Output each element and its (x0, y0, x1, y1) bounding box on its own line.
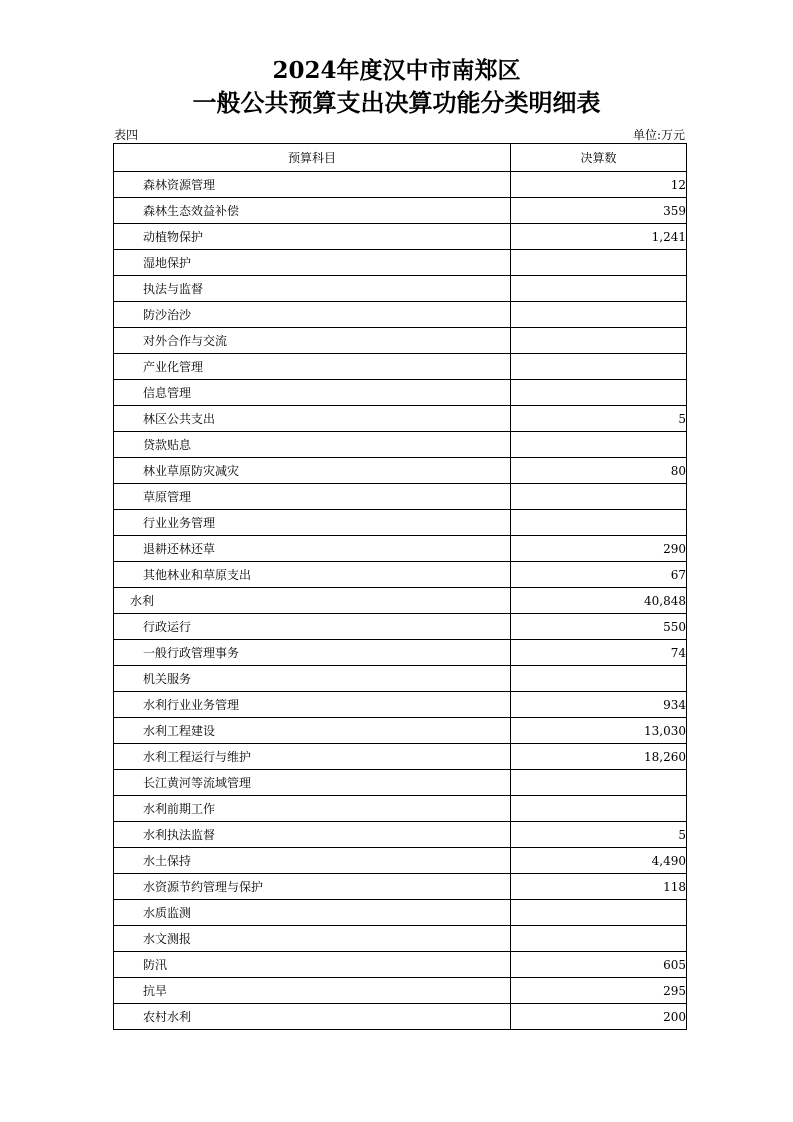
table-row (114, 614, 687, 640)
row-amount: 67 (511, 562, 687, 588)
table-row (114, 458, 687, 484)
row-amount (511, 666, 687, 692)
table-body (114, 172, 687, 1030)
row-item-name: 产业化管理 (114, 354, 511, 380)
row-item-name: 水利工程运行与维护 (114, 744, 511, 770)
table-row (114, 926, 687, 952)
table-row (114, 848, 687, 874)
column-header-budget-item: 预算科目 (114, 144, 511, 172)
row-amount: 5 (511, 406, 687, 432)
row-amount (511, 900, 687, 926)
row-item-name: 水文测报 (114, 926, 511, 952)
table-row (114, 302, 687, 328)
row-amount: 40,848 (511, 588, 687, 614)
row-item-name: 长江黄河等流域管理 (114, 770, 511, 796)
budget-table (113, 143, 687, 1030)
row-amount (511, 796, 687, 822)
table-row (114, 640, 687, 666)
row-amount: 934 (511, 692, 687, 718)
row-item-name: 机关服务 (114, 666, 511, 692)
row-item-name: 水土保持 (114, 848, 511, 874)
row-amount (511, 250, 687, 276)
row-item-name: 信息管理 (114, 380, 511, 406)
table-row (114, 276, 687, 302)
unit-label: 单位:万元 (632, 128, 685, 142)
table-row (114, 692, 687, 718)
table-row (114, 172, 687, 198)
table-row (114, 770, 687, 796)
table-row (114, 978, 687, 1004)
row-item-name: 水质监测 (114, 900, 511, 926)
row-item-name: 执法与监督 (114, 276, 511, 302)
row-amount: 200 (511, 1004, 687, 1030)
row-amount: 4,490 (511, 848, 687, 874)
table-row (114, 952, 687, 978)
table-row (114, 484, 687, 510)
row-item-name: 森林资源管理 (114, 172, 511, 198)
row-amount (511, 276, 687, 302)
row-item-name: 抗旱 (114, 978, 511, 1004)
table-number-label: 表四 (114, 128, 139, 142)
table-header-row (114, 144, 687, 172)
table-row (114, 718, 687, 744)
row-amount (511, 302, 687, 328)
table-row (114, 536, 687, 562)
table-row (114, 328, 687, 354)
row-item-name: 防沙治沙 (114, 302, 511, 328)
row-amount (511, 380, 687, 406)
row-item-name: 一般行政管理事务 (114, 640, 511, 666)
row-item-name: 动植物保护 (114, 224, 511, 250)
table-row (114, 796, 687, 822)
table-row (114, 1004, 687, 1030)
row-amount (511, 354, 687, 380)
row-amount: 295 (511, 978, 687, 1004)
table-row (114, 900, 687, 926)
row-category-name: 水利 (114, 588, 511, 614)
row-item-name: 水利行业业务管理 (114, 692, 511, 718)
row-amount (511, 328, 687, 354)
row-item-name: 行政运行 (114, 614, 511, 640)
row-amount: 550 (511, 614, 687, 640)
row-amount: 359 (511, 198, 687, 224)
row-item-name: 草原管理 (114, 484, 511, 510)
row-item-name: 水利执法监督 (114, 822, 511, 848)
row-item-name: 农村水利 (114, 1004, 511, 1030)
row-item-name: 林业草原防灾减灾 (114, 458, 511, 484)
column-header-final-amount: 决算数 (511, 144, 687, 172)
row-amount (511, 770, 687, 796)
row-amount (511, 484, 687, 510)
row-amount (511, 510, 687, 536)
report-title-line2: 一般公共预算支出决算功能分类明细表 (192, 88, 601, 117)
table-row-category (114, 588, 687, 614)
row-item-name: 防汛 (114, 952, 511, 978)
table-row (114, 744, 687, 770)
row-amount: 118 (511, 874, 687, 900)
row-item-name: 贷款贴息 (114, 432, 511, 458)
row-item-name: 水利前期工作 (114, 796, 511, 822)
row-item-name: 水资源节约管理与保护 (114, 874, 511, 900)
table-row (114, 822, 687, 848)
table-row (114, 224, 687, 250)
row-amount: 74 (511, 640, 687, 666)
row-amount: 80 (511, 458, 687, 484)
row-amount: 605 (511, 952, 687, 978)
table-row (114, 406, 687, 432)
table-row (114, 250, 687, 276)
table-row (114, 562, 687, 588)
table-row (114, 666, 687, 692)
row-item-name: 退耕还林还草 (114, 536, 511, 562)
row-item-name: 林区公共支出 (114, 406, 511, 432)
table-row (114, 510, 687, 536)
table-row (114, 198, 687, 224)
row-item-name: 行业业务管理 (114, 510, 511, 536)
row-item-name: 森林生态效益补偿 (114, 198, 511, 224)
row-amount: 12 (511, 172, 687, 198)
row-item-name: 对外合作与交流 (114, 328, 511, 354)
row-item-name: 水利工程建设 (114, 718, 511, 744)
row-amount: 290 (511, 536, 687, 562)
row-amount (511, 432, 687, 458)
row-amount (511, 926, 687, 952)
row-amount: 1,241 (511, 224, 687, 250)
table-row (114, 874, 687, 900)
table-row (114, 354, 687, 380)
row-item-name: 湿地保护 (114, 250, 511, 276)
report-title-line1: 2024年度汉中市南郑区 (272, 57, 521, 84)
row-amount: 18,260 (511, 744, 687, 770)
row-amount: 5 (511, 822, 687, 848)
table-row (114, 380, 687, 406)
row-item-name: 其他林业和草原支出 (114, 562, 511, 588)
table-row (114, 432, 687, 458)
row-amount: 13,030 (511, 718, 687, 744)
